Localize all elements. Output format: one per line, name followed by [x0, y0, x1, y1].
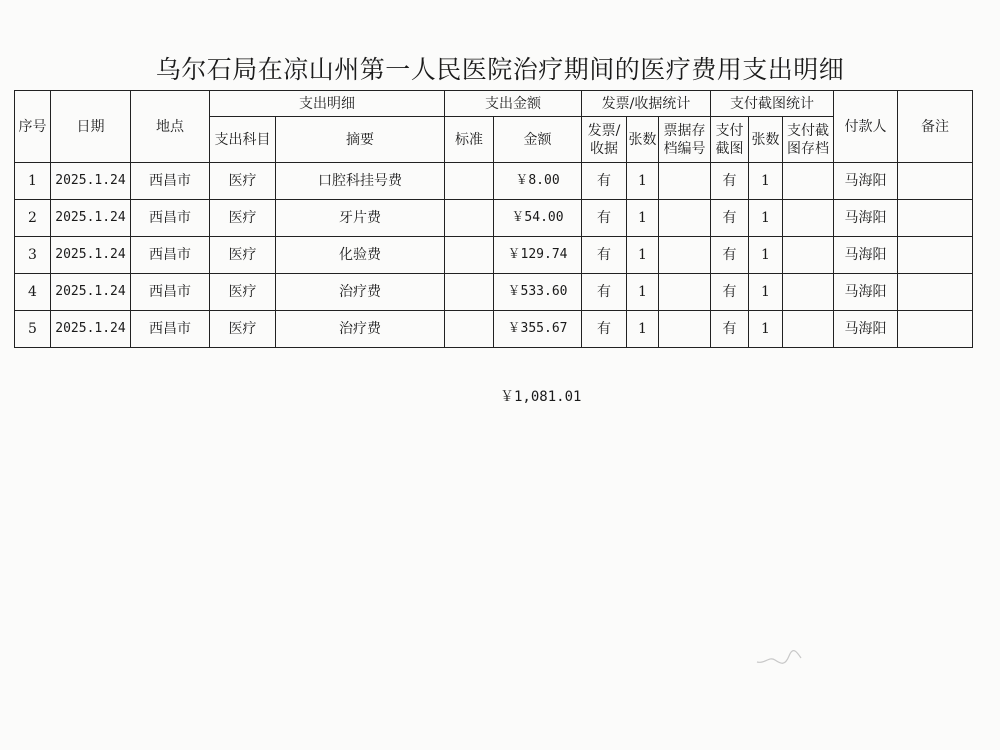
cell-category: 医疗	[210, 163, 276, 200]
cell-date: 2025.1.24	[51, 163, 131, 200]
header-invoice-stats: 发票/收据统计	[582, 91, 711, 117]
header-remarks: 备注	[898, 91, 973, 163]
cell-summary: 牙片费	[276, 200, 445, 237]
cell-seq: 4	[15, 274, 51, 311]
header-summary: 摘要	[276, 117, 445, 163]
cell-amount: ￥355.67	[494, 311, 582, 348]
cell-invoice-count: 1	[627, 311, 659, 348]
cell-invoice-archive	[659, 200, 711, 237]
cell-payer: 马海阳	[834, 237, 898, 274]
document-title: 乌尔石局在凉山州第一人民医院治疗期间的医疗费用支出明细	[155, 55, 845, 84]
cell-standard	[445, 274, 494, 311]
cell-invoice-archive	[659, 237, 711, 274]
cell-invoice-count: 1	[627, 163, 659, 200]
cell-screenshot-archive	[783, 311, 834, 348]
cell-screenshot-count: 1	[749, 163, 783, 200]
header-row-top	[15, 91, 973, 117]
table-row	[15, 163, 973, 200]
cell-remarks	[898, 311, 973, 348]
table-row	[15, 237, 973, 274]
cell-payer: 马海阳	[834, 274, 898, 311]
cell-seq: 3	[15, 237, 51, 274]
cell-invoice-archive	[659, 274, 711, 311]
cell-invoice-archive	[659, 311, 711, 348]
cell-remarks	[898, 163, 973, 200]
cell-date: 2025.1.24	[51, 311, 131, 348]
cell-standard	[445, 163, 494, 200]
cell-screenshot: 有	[711, 274, 749, 311]
cell-category: 医疗	[210, 274, 276, 311]
cell-invoice: 有	[582, 311, 627, 348]
cell-standard	[445, 311, 494, 348]
header-seq: 序号	[15, 91, 51, 163]
cell-screenshot-archive	[783, 237, 834, 274]
cell-place: 西昌市	[131, 163, 210, 200]
header-place: 地点	[131, 91, 210, 163]
cell-place: 西昌市	[131, 237, 210, 274]
header-standard: 标准	[445, 117, 494, 163]
total-amount: ￥1,081.01	[500, 389, 582, 405]
cell-summary: 治疗费	[276, 274, 445, 311]
cell-screenshot: 有	[711, 163, 749, 200]
cell-summary: 口腔科挂号费	[276, 163, 445, 200]
cell-summary: 化验费	[276, 237, 445, 274]
cell-invoice: 有	[582, 163, 627, 200]
cell-screenshot: 有	[711, 200, 749, 237]
cell-payer: 马海阳	[834, 200, 898, 237]
cell-payer: 马海阳	[834, 311, 898, 348]
header-invoice-receipt: 发票/收据	[582, 117, 627, 163]
header-category: 支出科目	[210, 117, 276, 163]
cell-standard	[445, 237, 494, 274]
cell-seq: 5	[15, 311, 51, 348]
cell-invoice: 有	[582, 200, 627, 237]
cell-seq: 1	[15, 163, 51, 200]
header-screenshot-stats: 支付截图统计	[711, 91, 834, 117]
cell-date: 2025.1.24	[51, 237, 131, 274]
header-date: 日期	[51, 91, 131, 163]
cell-payer: 马海阳	[834, 163, 898, 200]
cell-place: 西昌市	[131, 274, 210, 311]
cell-place: 西昌市	[131, 200, 210, 237]
cell-seq: 2	[15, 200, 51, 237]
cell-category: 医疗	[210, 311, 276, 348]
cell-standard	[445, 200, 494, 237]
cell-invoice-count: 1	[627, 274, 659, 311]
cell-screenshot-count: 1	[749, 237, 783, 274]
cell-place: 西昌市	[131, 311, 210, 348]
cell-invoice-count: 1	[627, 200, 659, 237]
cell-summary: 治疗费	[276, 311, 445, 348]
cell-screenshot-archive	[783, 274, 834, 311]
cell-amount: ￥8.00	[494, 163, 582, 200]
cell-category: 医疗	[210, 200, 276, 237]
header-amount: 金额	[494, 117, 582, 163]
cell-screenshot-archive	[783, 200, 834, 237]
cell-screenshot-count: 1	[749, 311, 783, 348]
header-payer: 付款人	[834, 91, 898, 163]
cell-invoice-archive	[659, 163, 711, 200]
cell-screenshot: 有	[711, 237, 749, 274]
table-row	[15, 274, 973, 311]
header-screenshot-archive: 支付截图存档	[783, 117, 834, 163]
cell-remarks	[898, 274, 973, 311]
header-screenshot-count: 张数	[749, 117, 783, 163]
header-pay-screenshot: 支付截图	[711, 117, 749, 163]
header-expense-amount: 支出金额	[445, 91, 582, 117]
cell-screenshot-archive	[783, 163, 834, 200]
pen-mark	[755, 648, 805, 670]
cell-remarks	[898, 237, 973, 274]
header-invoice-count: 张数	[627, 117, 659, 163]
table-row	[15, 311, 973, 348]
cell-remarks	[898, 200, 973, 237]
cell-amount: ￥533.60	[494, 274, 582, 311]
header-invoice-archive: 票据存档编号	[659, 117, 711, 163]
cell-amount: ￥54.00	[494, 200, 582, 237]
cell-amount: ￥129.74	[494, 237, 582, 274]
table-row	[15, 200, 973, 237]
cell-screenshot-count: 1	[749, 274, 783, 311]
cell-date: 2025.1.24	[51, 274, 131, 311]
header-expense-detail: 支出明细	[210, 91, 445, 117]
cell-invoice: 有	[582, 237, 627, 274]
cell-screenshot-count: 1	[749, 200, 783, 237]
cell-invoice-count: 1	[627, 237, 659, 274]
cell-invoice: 有	[582, 274, 627, 311]
cell-screenshot: 有	[711, 311, 749, 348]
cell-date: 2025.1.24	[51, 200, 131, 237]
expense-table	[14, 90, 973, 348]
cell-category: 医疗	[210, 237, 276, 274]
